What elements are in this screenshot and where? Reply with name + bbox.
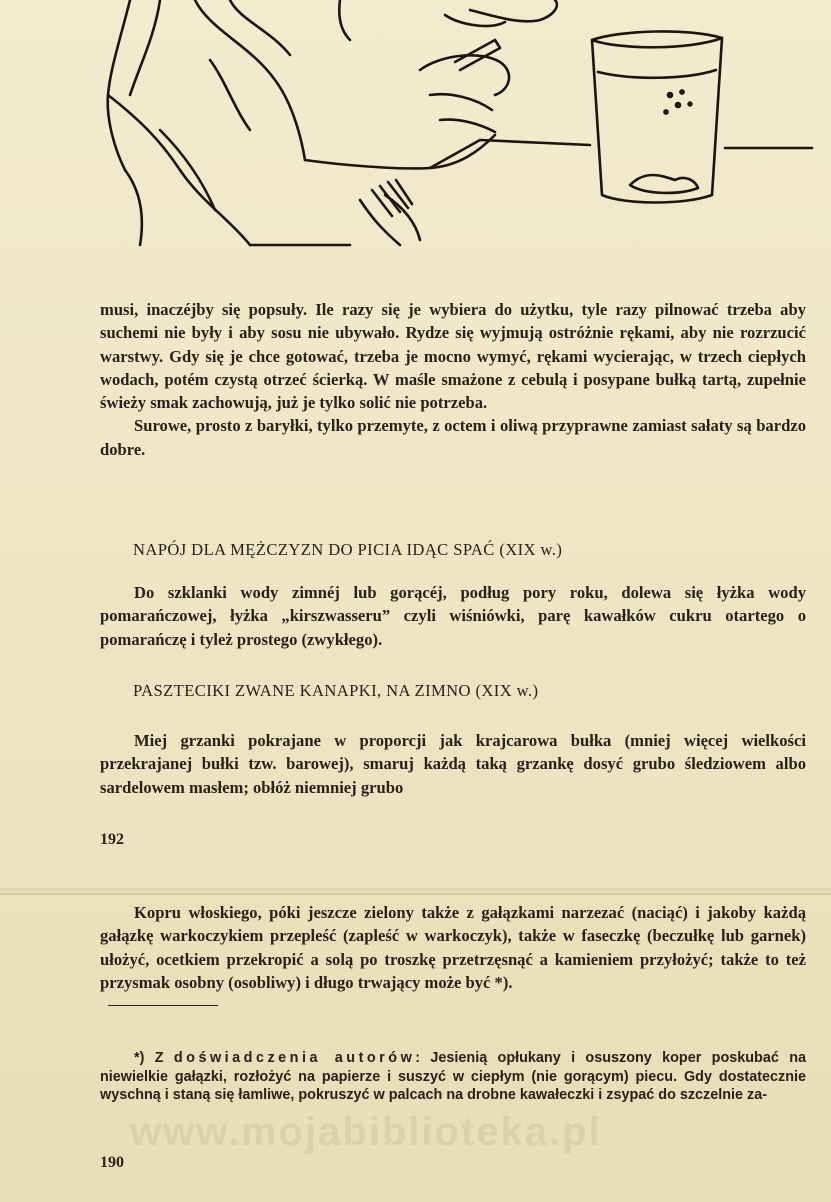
footnote	[100, 1049, 806, 1105]
paragraph-napoj: Do szklanki wody zimnéj lub gorącéj, podług pory roku, dolewa się łyżka wody pomarańczowej, łyżka „kirszwasseru” czyli wiśniówki, parę kawałków cukru otartego o pomarańczę i tyleż prostego (zwykłego).	[100, 583, 806, 649]
recipe-body-paszteciki	[100, 729, 806, 799]
paragraph-surowe: Surowe, prosto z baryłki, tylko przemyte, z octem i oliwą przyprawne zamiast sałaty są bardzo dobre.	[100, 416, 806, 459]
paragraph-koper: Kopru włoskiego, póki jeszcze zielony także z gałązkami narzezać (naciąć) i jakoby każdą gałązkę warkoczykiem przepleść (zapleść w warkoczyk), także w faseczkę (beczułkę lub garnek) ułożyć, ocetkiem przekropić a solą po troszkę przetrzęsnąć a kamieniem przyłożyć; także to też przysmak osobny (osobliwy) i długo trwający może być *).	[100, 903, 806, 992]
man-with-glass-illustration	[100, 0, 820, 265]
footnote-text: : Jesienią opłukany i osuszony koper poskubać na niewielkie gałązki, rozłożyć na papierze i suszyć w ciepłym (nie gorącym) piecu. Gdy dostatecznie wyschną i staną się łamliwe, pokruszyć w palcach na drobne kawałeczki i zsypać do szczelnie za-	[100, 1050, 806, 1104]
footnote-source: doświadczenia autorów	[173, 1050, 416, 1066]
recipe-heading-paszteciki: PASZTECIKI ZWANE KANAPKI, NA ZIMNO (XIX w.)	[133, 681, 539, 700]
footnote-rule	[108, 1005, 218, 1006]
page-number-top: 192	[100, 831, 124, 848]
top-text-block	[100, 298, 806, 461]
recipe-body-napoj	[100, 581, 806, 651]
paragraph-paszteciki: Miej grzanki pokrajane w proporcji jak krajcarowa bułka (mniej więcej wielkości przekrajanej bułki tzw. barowej), smaruj każdą taką grzankę dosyć grubo śledziowem albo sardelowem masłem; obłóż niemniej grubo	[100, 731, 806, 797]
footnote-marker: *) Z	[134, 1050, 164, 1066]
watermark: www.mojabiblioteka.pl	[130, 1110, 602, 1154]
page-number-bottom: 190	[100, 1154, 124, 1171]
paragraph-rydze: musi, inaczéjby się popsuły. Ile razy się je wybiera do użytku, tyle razy pilnować trzeba aby suchemi nie były i aby sosu nie ubywało. Rydze się wyjmują ostróżnie rękami, aby nie rozrzucić warstwy. Gdy się je chce gotować, trzeba je mocno wymyć, rękami wycierając, w trzech ciepłych wodach, potém czystą otrzeć ścierką. W maśle smażone z cebulą i posypane bułką tartą, zupełnie świeży smak zachowują, już je tylko solić nie potrzeba.	[100, 300, 806, 413]
bottom-text-block	[100, 901, 806, 994]
recipe-heading-napoj: NAPÓJ DLA MĘŻCZYZN DO PICIA IDĄC SPAĆ (XIX w.)	[133, 540, 563, 559]
